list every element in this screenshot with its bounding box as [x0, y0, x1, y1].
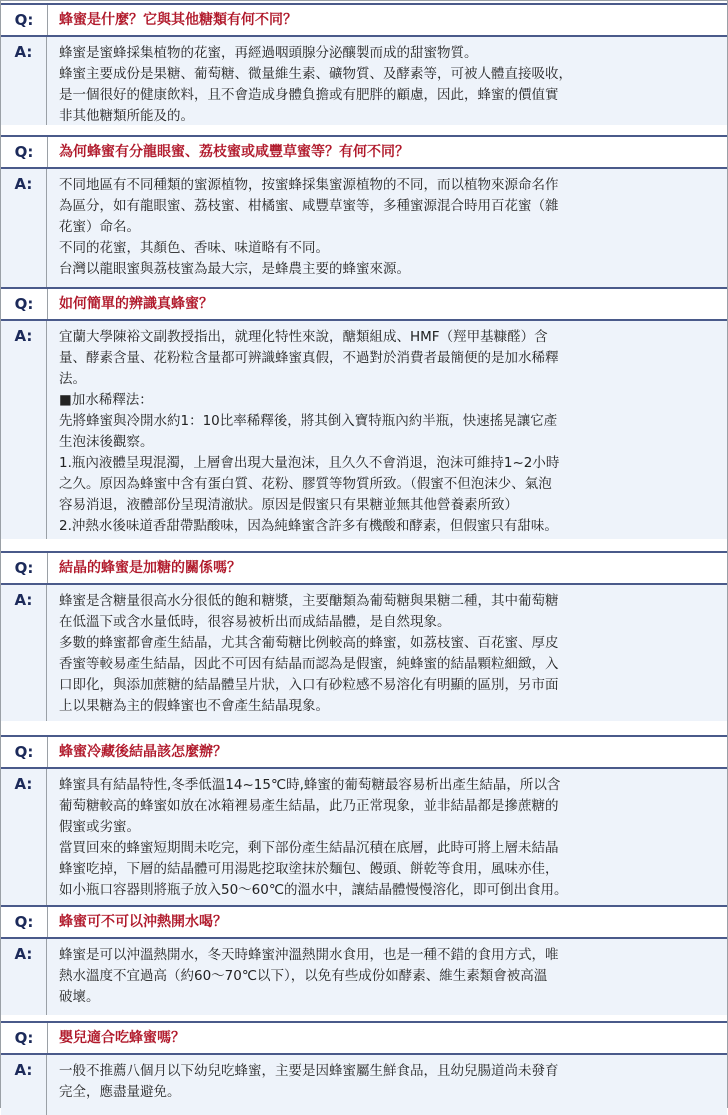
- answer-line: ■加水稀釋法：: [59, 392, 153, 408]
- question-row: [1, 905, 727, 939]
- answer-line: 法。: [59, 371, 86, 387]
- answer-line: 非其他糖類所能及的。: [59, 108, 194, 124]
- answer-line: 蜂蜜是含糖量很高水分很低的飽和糖漿，主要醣類為葡萄糖與果糖二種，其中葡萄糖: [59, 593, 559, 609]
- question-row: [1, 135, 727, 169]
- question-row: [1, 735, 727, 769]
- answer-line: 蜂蜜是蜜蜂採集植物的花蜜，再經過咽頭腺分泌釀製而成的甜蜜物質。: [59, 45, 478, 61]
- answer-row: [1, 585, 727, 721]
- answer-line: 在低溫下或含水量低時，很容易被析出而成結晶體，是自然現象。: [59, 614, 451, 630]
- answer-line: 之久。原因為蜂蜜中含有蛋白質、花粉、膠質等物質所致。（假蜜不但泡沫少、氣泡: [59, 476, 552, 492]
- answer-line: 熱水溫度不宜過高（約60～70℃以下），以免有些成份如酵素、維生素類會被高溫: [59, 968, 548, 984]
- answer-row: [1, 321, 727, 539]
- answer-text: [59, 1061, 721, 1103]
- question-row: [1, 3, 727, 37]
- question-label: Q:: [1, 1023, 48, 1053]
- question-text: 結晶的蜂蜜是加糖的關係嗎？: [59, 560, 241, 576]
- answer-line: 口即化，與添加蔗糖的結晶體呈片狀，入口有砂粒感不易溶化有明顯的區別，另市面: [59, 677, 559, 693]
- answer-line: 假蜜或劣蜜。: [59, 819, 140, 835]
- question-label: Q:: [1, 553, 48, 583]
- answer-text: [59, 775, 721, 901]
- answer-line: 當買回來的蜂蜜短期間未吃完，剩下部份產生結晶沉積在底層，此時可將上層未結晶: [59, 840, 559, 856]
- answer-line: 不同地區有不同種類的蜜源植物，按蜜蜂採集蜜源植物的不同，而以植物來源命名作: [59, 177, 559, 193]
- answer-label: A:: [1, 769, 47, 909]
- answer-label: A:: [1, 169, 47, 319]
- answer-line: 台灣以龍眼蜜與荔枝蜜為最大宗，是蜂農主要的蜂蜜來源。: [59, 261, 410, 277]
- answer-line: 2.沖熱水後味道香甜帶點酸味，因為純蜂蜜含許多有機酸和酵素，但假蜜只有甜味。: [59, 518, 558, 534]
- answer-label: A:: [1, 37, 47, 125]
- question-label: Q:: [1, 907, 48, 937]
- answer-row: [1, 1055, 727, 1115]
- answer-line: 1.瓶內液體呈現混濁，上層會出現大量泡沫，且久久不會消退，泡沫可維持1~2小時: [59, 455, 560, 471]
- question-text: 如何簡單的辨識真蜂蜜？: [59, 296, 213, 312]
- question-row: [1, 551, 727, 585]
- answer-text: [59, 945, 721, 1008]
- answer-text: [59, 591, 721, 717]
- answer-line: 蜂蜜吃掉，下層的結晶體可用湯匙挖取塗抹於麵包、饅頭、餅乾等食用，風味亦佳，: [59, 861, 559, 877]
- question-text: 嬰兒適合吃蜂蜜嗎？: [59, 1030, 185, 1046]
- answer-text: [59, 43, 721, 127]
- question-row: [1, 287, 727, 321]
- answer-label: A:: [1, 939, 47, 1015]
- answer-line: 香蜜等較易產生結晶，因此不可因有結晶而認為是假蜜，純蜂蜜的結晶顆粒細緻，入: [59, 656, 559, 672]
- answer-line: 上以果糖為主的假蜂蜜也不會產生結晶現象。: [59, 698, 329, 714]
- answer-row: [1, 939, 727, 1015]
- question-label: Q:: [1, 737, 48, 767]
- answer-line: 為區分，如有龍眼蜜、荔枝蜜、柑橘蜜、咸豐草蜜等，多種蜜源混合時用百花蜜（雜: [59, 198, 559, 214]
- answer-line: 多數的蜂蜜都會產生結晶，尤其含葡萄糖比例較高的蜂蜜，如荔枝蜜、百花蜜、厚皮: [59, 635, 559, 651]
- question-label: Q:: [1, 5, 48, 35]
- answer-line: 是一個很好的健康飲料，且不會造成身體負擔或有肥胖的顧慮，因此，蜂蜜的價值實: [59, 87, 559, 103]
- answer-line: 葡萄糖較高的蜂蜜如放在冰箱裡易產生結晶，此乃正常現象，並非結晶都是摻蔗糖的: [59, 798, 559, 814]
- question-text: 為何蜂蜜有分龍眼蜜、荔枝蜜或咸豐草蜜等？有何不同？: [59, 144, 409, 160]
- answer-line: 生泡沫後觀察。: [59, 434, 154, 450]
- answer-label: A:: [1, 1055, 47, 1115]
- answer-line: 容易消退，液體部份呈現清澈狀。原因是假蜜只有果糖並無其他營養素所致）: [59, 497, 518, 513]
- question-label: Q:: [1, 289, 48, 319]
- answer-line: 一般不推薦八個月以下幼兒吃蜂蜜，主要是因蜂蜜屬生鮮食品，且幼兒腸道尚未發育: [59, 1063, 559, 1079]
- question-row: [1, 1021, 727, 1055]
- answer-label: A:: [1, 321, 47, 539]
- answer-line: 宜蘭大學陳裕文副教授指出，就理化特性來說，醣類組成、HMF（羥甲基糠醛）含: [59, 329, 548, 345]
- answer-line: 先將蜂蜜與冷開水約1：10比率稀釋後，將其倒入寶特瓶內約半瓶，快速搖晃讓它產: [59, 413, 558, 429]
- answer-line: 蜂蜜是可以沖溫熱開水，冬天時蜂蜜沖溫熱開水食用，也是一種不錯的食用方式，唯: [59, 947, 559, 963]
- answer-label: A:: [1, 585, 47, 721]
- question-label: Q:: [1, 137, 48, 167]
- answer-line: 破壞。: [59, 989, 100, 1005]
- answer-line: 如小瓶口容器則將瓶子放入50～60℃的溫水中，讓結晶體慢慢溶化，即可倒出食用。: [59, 882, 568, 898]
- answer-text: [59, 327, 721, 537]
- answer-row: [1, 37, 727, 125]
- question-text: 蜂蜜冷藏後結晶該怎麼辦？: [59, 744, 227, 760]
- question-text: 蜂蜜是什麼？它與其他糖類有何不同？: [59, 12, 297, 28]
- answer-row: [1, 769, 727, 909]
- answer-line: 花蜜）命名。: [59, 219, 140, 235]
- answer-line: 蜂蜜主要成份是果糖、葡萄糖、微量維生素、礦物質、及酵素等，可被人體直接吸收，: [59, 66, 572, 82]
- answer-line: 完全，應盡量避免。: [59, 1084, 181, 1100]
- answer-line: 蜂蜜具有結晶特性,冬季低溫14~15℃時,蜂蜜的葡萄糖最容易析出產生結晶，所以含: [59, 777, 561, 793]
- question-text: 蜂蜜可不可以沖熱開水喝？: [59, 914, 227, 930]
- answer-text: [59, 175, 721, 280]
- answer-line: 量、酵素含量、花粉粒含量都可辨識蜂蜜真假，不過對於消費者最簡便的是加水稀釋: [59, 350, 559, 366]
- answer-line: 不同的花蜜，其顏色、香味、味道略有不同。: [59, 240, 329, 256]
